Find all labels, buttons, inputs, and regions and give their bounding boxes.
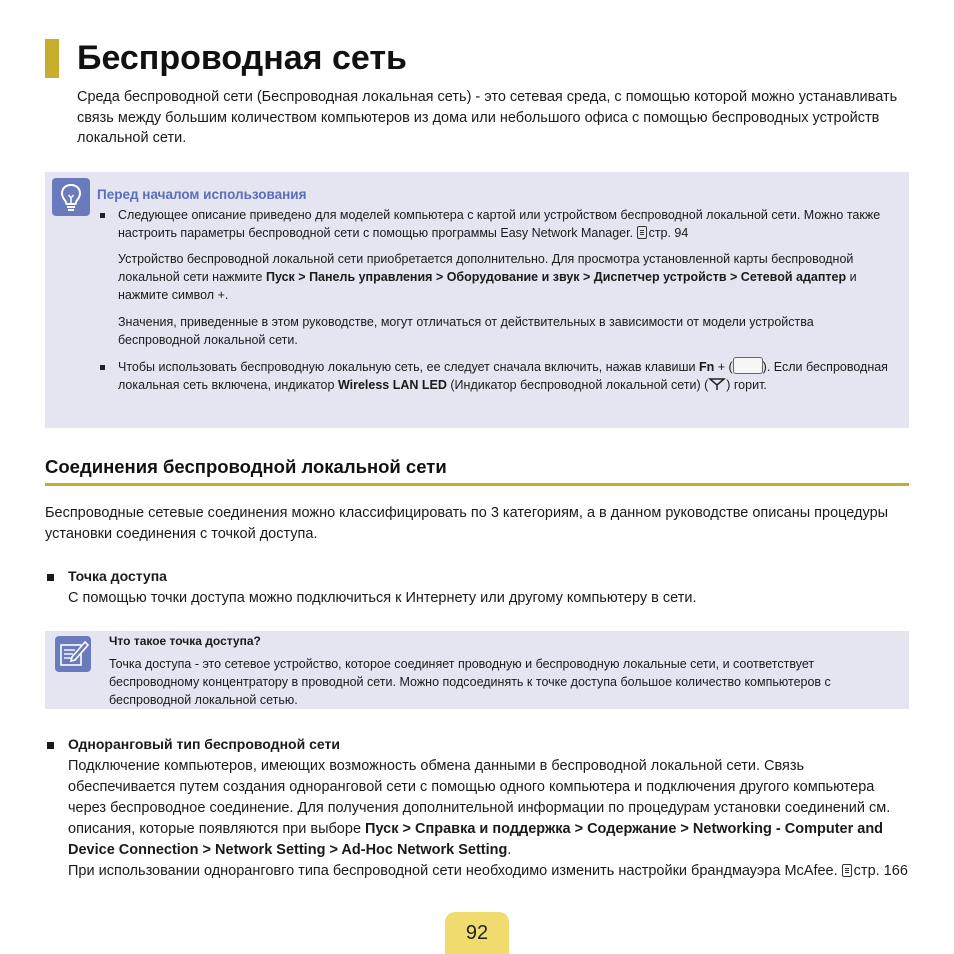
menu-path: Пуск > Панель управления > Оборудование и звук > Диспетчер устройств > Сетевой адаптер [265, 270, 847, 284]
tip-item-1-p2-text: Устройство беспроводной локальной сети приобретается дополнительно. Для просмотра установленной карты беспроводной локальной сети нажмите [118, 252, 854, 284]
section-intro: Беспроводные сетевые соединения можно классифицировать по 3 категориям, а в данном руководстве описаны процедуры установки соединения с точкой доступа. [45, 505, 889, 542]
fn-key-label: Fn [698, 360, 715, 374]
access-point-heading: Точка доступа [68, 568, 167, 584]
tip-item-1 [118, 206, 894, 242]
adhoc-text-c: При использовании одноранговго типа беспроводной сети необходимо изменить настройки брандмауэра McAfee. [68, 863, 838, 879]
tip-item-2-text-b: ). Если беспроводная локальная сеть включена, индикатор [118, 360, 888, 392]
adhoc-ref[interactable]: стр. 166 [853, 863, 908, 879]
tip-item-1-paragraph-2 [118, 250, 894, 304]
tip-item-1-p2-tail: и нажмите символ +. [118, 270, 857, 302]
note-text: Точка доступа - это сетевое устройство, которое соединяет проводную и беспроводную локальные сети, и соответствует беспроводному концентратору в проводной сети. Можно подсоединять к точке доступа большое количество компьютеров с беспроводной локальной сетью. [109, 657, 831, 707]
intro-paragraph: Среда беспроводной сети (Беспроводная локальная сеть) - это сетевая среда, с помощью которой можно устанавливать связь между большим количеством компьютеров из дома или небольшого офиса с помощью беспроводных устройств локальной сети. [77, 89, 898, 146]
bullet [100, 365, 105, 370]
tip-item-1-paragraph-3: Значения, приведенные в этом руководстве, могут отличаться от действительных в зависимости от модели устройства беспроводной локальной сети. [118, 315, 814, 347]
page-reference-icon [842, 864, 852, 877]
tip-title: Перед началом использования [97, 187, 307, 202]
adhoc-text-b: . [507, 842, 512, 858]
access-point-text: С помощью точки доступа можно подключиться к Интернету или другому компьютеру в сети. [68, 590, 697, 606]
wireless-led-label: Wireless LAN LED [337, 378, 447, 392]
plus-sign: + ( [717, 360, 733, 374]
lightbulb-icon [52, 178, 90, 216]
pencil-note-icon [55, 636, 91, 672]
bullet [100, 213, 105, 218]
tip-item-1-ref[interactable]: стр. 94 [648, 226, 689, 240]
page-number-tab [445, 912, 509, 954]
page-reference-icon [637, 226, 647, 239]
tip-item-2-text-c: (Индикатор беспроводной локальной сети) ( [450, 378, 709, 392]
menu-path: Пуск > Справка и поддержка > Содержание > Networking - Computer and Device Connection > Network Setting > Ad-Hoc Network Setting [68, 821, 884, 858]
tip-item-1-text: Следующее описание приведено для моделей компьютера с картой или устройством беспроводной локальной сети. Можно также настроить параметры беспроводной сети с помощью программы Easy Network Manager. [118, 208, 881, 240]
title-accent-bar [45, 39, 59, 78]
adhoc-heading: Одноранговый тип беспроводной сети [68, 736, 340, 752]
note-title: Что такое точка доступа? [109, 634, 261, 648]
wireless-key-icon [733, 357, 763, 374]
bullet [47, 742, 54, 749]
adhoc-text [68, 756, 908, 882]
adhoc-text-a: Подключение компьютеров, имеющих возможность обмена данными в беспроводной локальной сети. Связь обеспечивается путем создания одноранговой сети с помощью одного компьютера и подключения другого компьютера через беспроводное соединение. Для получения дополнительной информации по процедурам установки соединений см. описания, которые появляются при выборе [68, 758, 891, 837]
section-heading: Соединения беспроводной локальной сети [45, 456, 447, 477]
page-title: Беспроводная сеть [77, 39, 407, 77]
antenna-icon [708, 377, 726, 391]
tip-item-2 [118, 357, 894, 394]
page-number: 92 [465, 922, 489, 944]
tip-item-2-text-d: ) горит. [726, 378, 767, 392]
tip-item-2-text: Чтобы использовать беспроводную локальную сеть, ее следует сначала включить, нажав клавиши [118, 360, 696, 374]
section-divider [45, 483, 909, 486]
bullet [47, 574, 54, 581]
